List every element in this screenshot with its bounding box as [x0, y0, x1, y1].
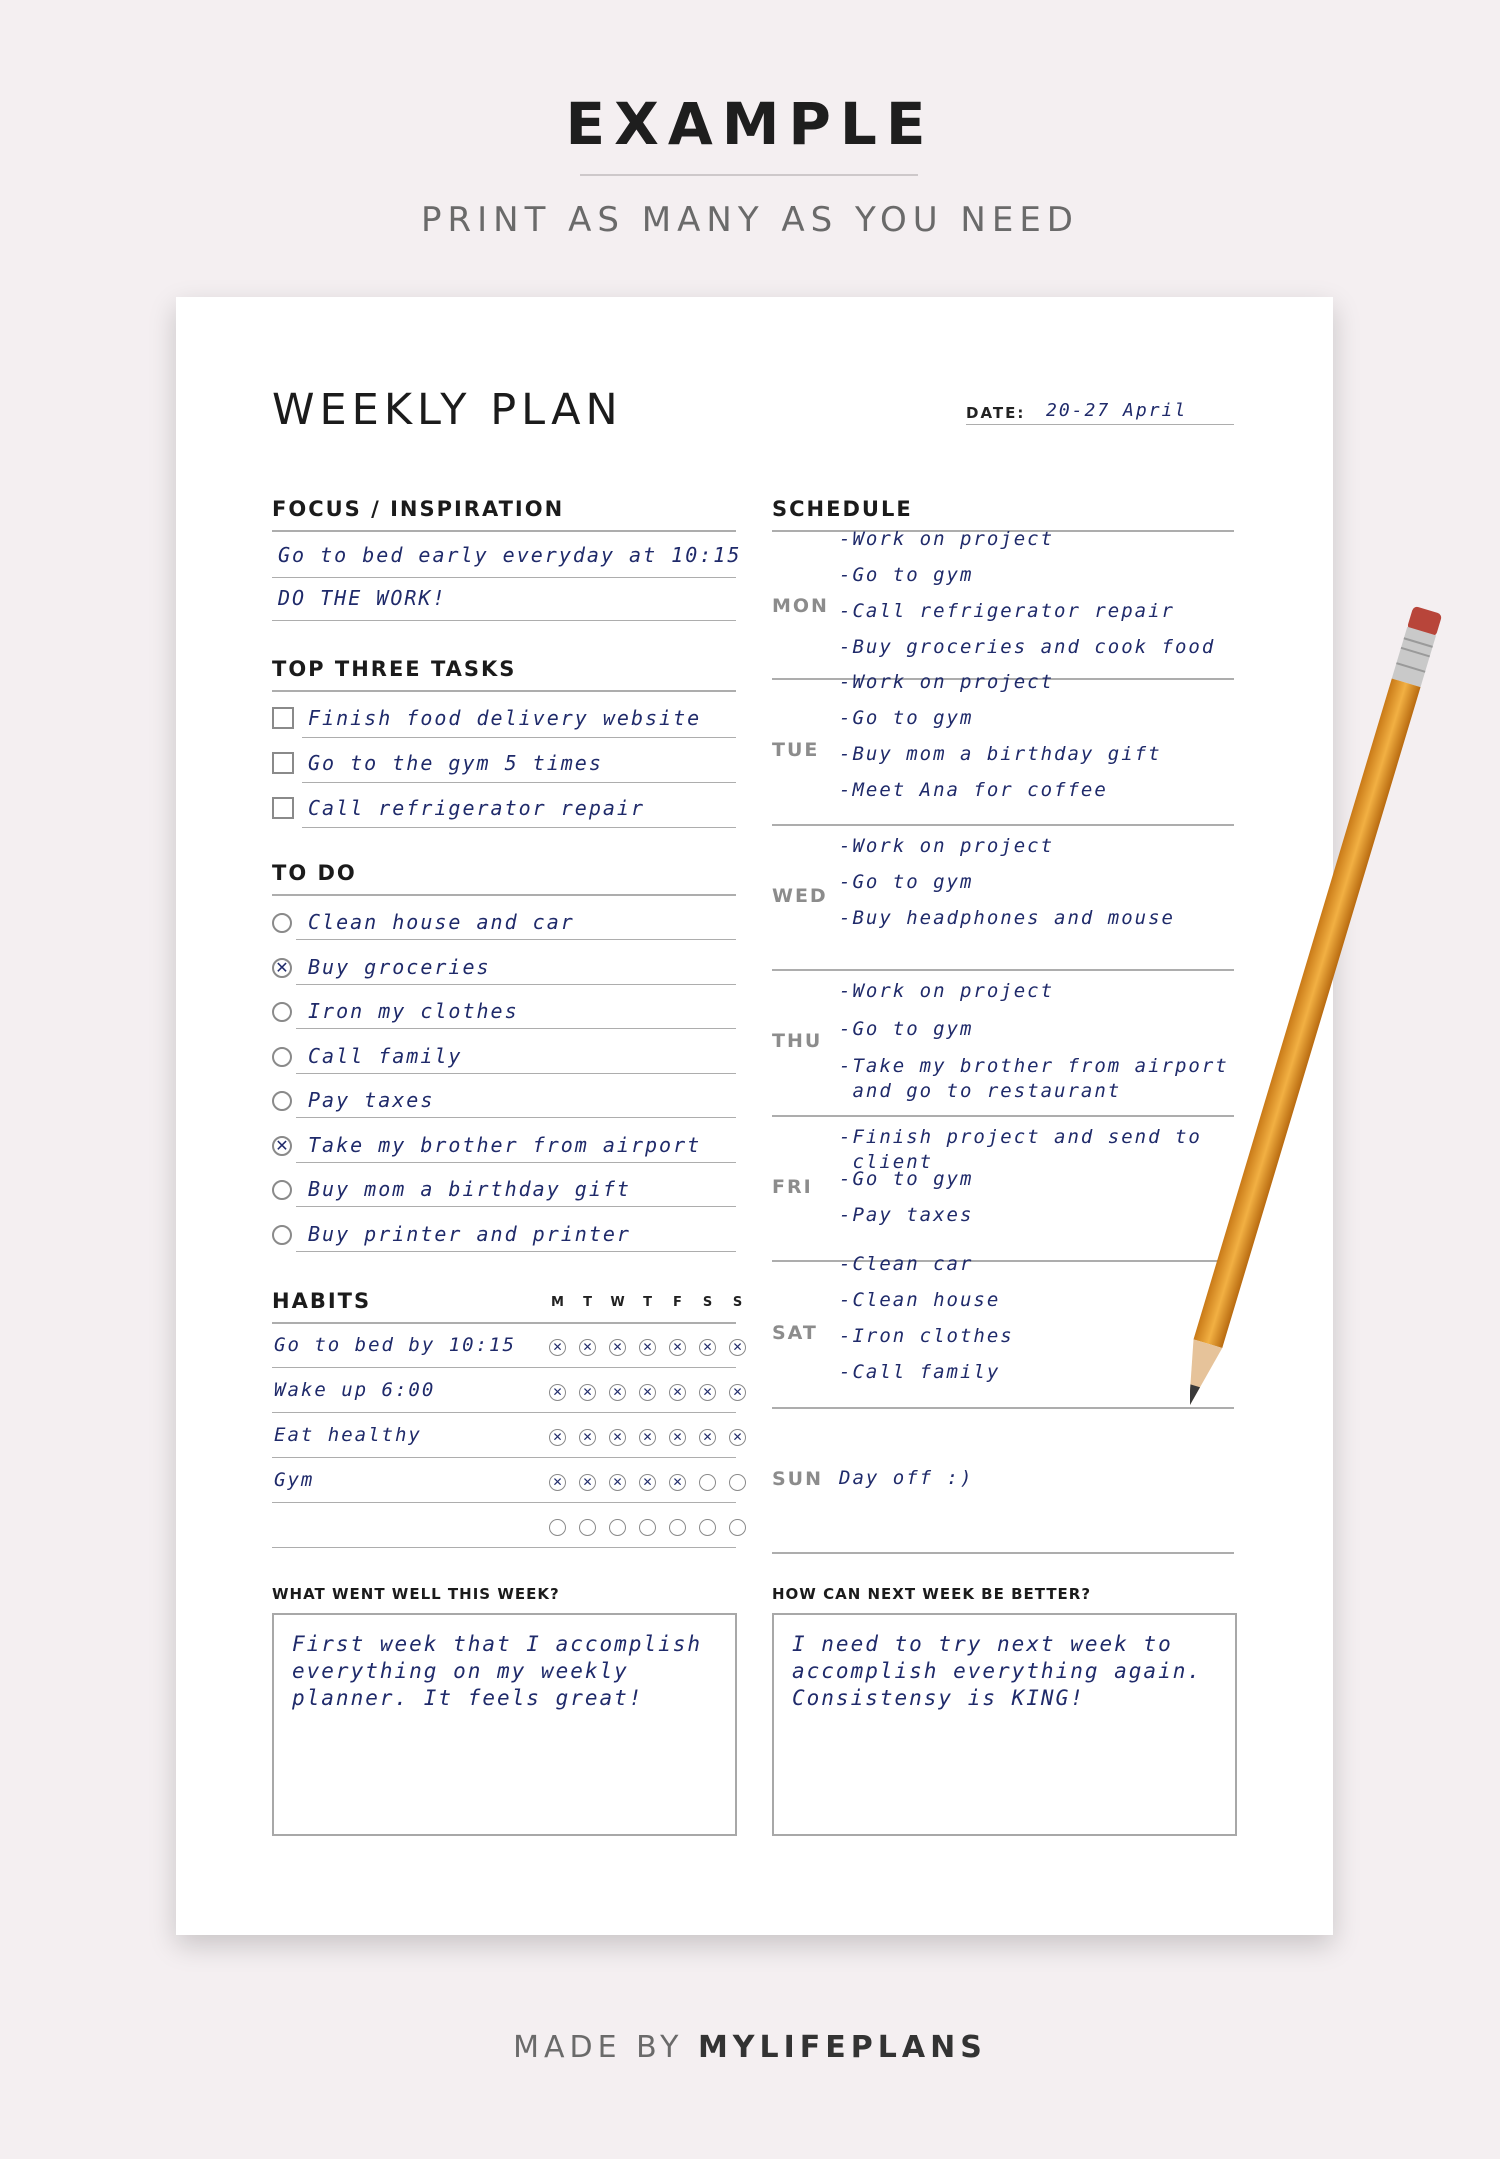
todo-text: Take my brother from airport: [308, 1132, 702, 1157]
habit-rule: [272, 1412, 736, 1413]
next-week-box[interactable]: [772, 1613, 1237, 1836]
schedule-item: -Clean house: [839, 1289, 1001, 1311]
pencil-tip: [1190, 1339, 1222, 1411]
schedule-day-rule: [772, 969, 1234, 971]
habit-rule: [272, 1367, 736, 1368]
schedule-day-rule: [772, 1552, 1234, 1554]
went-well-text: First week that I accomplish everything on my weekly planner. It feels great!: [292, 1632, 703, 1710]
todo-checkbox[interactable]: [272, 1180, 292, 1200]
schedule-day-label: TUE: [772, 739, 820, 761]
todo-rule: [296, 1162, 736, 1163]
habit-rule: [272, 1502, 736, 1503]
schedule-day-rule: [772, 824, 1234, 826]
habit-check-done[interactable]: ✕: [639, 1474, 656, 1491]
schedule-item: -Work on project: [839, 528, 1055, 550]
habit-check-done[interactable]: ✕: [549, 1339, 566, 1356]
habit-day-label: M: [551, 1295, 564, 1310]
habit-check-done[interactable]: ✕: [669, 1474, 686, 1491]
habit-name: Go to bed by 10:15: [274, 1334, 516, 1356]
todo-checkbox[interactable]: [272, 913, 292, 933]
habit-check-done[interactable]: ✕: [579, 1339, 596, 1356]
focus-line-1: Go to bed early everyday at 10:15: [278, 543, 742, 567]
schedule-day-label: SUN: [772, 1467, 824, 1490]
footer-brand: MYLIFEPLANS: [697, 2030, 987, 2065]
habits-rule: [272, 1322, 736, 1324]
task-checkbox[interactable]: [272, 707, 294, 729]
habit-check-done[interactable]: ✕: [729, 1384, 746, 1401]
habit-check-empty[interactable]: [729, 1519, 746, 1536]
habit-check-done[interactable]: ✕: [609, 1429, 626, 1446]
habit-name: Eat healthy: [274, 1424, 422, 1446]
schedule-item: -Meet Ana for coffee: [839, 779, 1108, 801]
todo-checkbox[interactable]: [272, 1225, 292, 1245]
task-rule: [302, 827, 736, 828]
habit-check-done[interactable]: ✕: [669, 1384, 686, 1401]
habit-check-done[interactable]: ✕: [729, 1429, 746, 1446]
footer-credit: [0, 2030, 1500, 2065]
habit-check-empty[interactable]: [699, 1474, 716, 1491]
habit-check-empty[interactable]: [639, 1519, 656, 1536]
habit-check-done[interactable]: ✕: [579, 1384, 596, 1401]
date-underline: [966, 424, 1234, 425]
todo-rule: [296, 1117, 736, 1118]
focus-rule: [272, 577, 736, 578]
went-well-box[interactable]: [272, 1613, 737, 1836]
habit-check-done[interactable]: ✕: [639, 1384, 656, 1401]
task-text: Go to the gym 5 times: [308, 751, 603, 775]
todo-checkbox[interactable]: ✕: [272, 1136, 292, 1156]
habit-rule: [272, 1547, 736, 1548]
todo-checkbox[interactable]: ✕: [272, 958, 292, 978]
went-well-heading: WHAT WENT WELL THIS WEEK?: [272, 1585, 560, 1603]
schedule-item: -Work on project: [839, 835, 1055, 857]
task-rule: [302, 737, 736, 738]
todo-rule: [296, 1206, 736, 1207]
focus-line-2: DO THE WORK!: [278, 586, 447, 610]
next-week-text: I need to try next week to accomplish everything again. Consistensy is KING!: [792, 1632, 1203, 1710]
todo-rule: [296, 984, 736, 985]
habit-check-done[interactable]: ✕: [699, 1339, 716, 1356]
schedule-item: -Go to gym: [839, 1168, 974, 1190]
habit-check-empty[interactable]: [609, 1519, 626, 1536]
schedule-item: -Work on project: [839, 671, 1055, 693]
todo-checkbox[interactable]: [272, 1091, 292, 1111]
schedule-day-label: FRI: [772, 1175, 813, 1198]
next-week-heading: HOW CAN NEXT WEEK BE BETTER?: [772, 1585, 1092, 1603]
habits-heading: HABITS: [272, 1289, 372, 1313]
habit-check-empty[interactable]: [549, 1519, 566, 1536]
focus-rule-top: [272, 530, 736, 532]
habit-check-empty[interactable]: [699, 1519, 716, 1536]
todo-rule: [296, 939, 736, 940]
schedule-item: -Buy groceries and cook food: [839, 636, 1216, 658]
schedule-day-rule: [772, 1115, 1234, 1117]
schedule-item: -Take my brother from airport and go to restaurant: [839, 1055, 1229, 1102]
schedule-heading: SCHEDULE: [772, 497, 913, 521]
date-label: DATE:: [966, 404, 1026, 422]
schedule-day-label: THU: [772, 1030, 823, 1052]
todo-text: Iron my clothes: [308, 999, 519, 1023]
top-tasks-rule: [272, 690, 736, 692]
todo-rule: [296, 1073, 736, 1074]
habit-day-label: S: [732, 1295, 743, 1310]
habit-check-done[interactable]: ✕: [699, 1429, 716, 1446]
focus-rule: [272, 620, 736, 621]
todo-text: Clean house and car: [308, 910, 575, 934]
schedule-item: -Call family: [839, 1361, 1001, 1383]
schedule-day-label: MON: [772, 594, 829, 617]
habit-check-done[interactable]: ✕: [579, 1474, 596, 1491]
page-heading: EXAMPLE: [565, 90, 935, 158]
todo-checkbox[interactable]: [272, 1002, 292, 1022]
top-tasks-heading: TOP THREE TASKS: [272, 657, 517, 681]
todo-heading: TO DO: [272, 861, 357, 885]
task-text: Call refrigerator repair: [308, 796, 645, 820]
schedule-item: -Call refrigerator repair: [839, 600, 1175, 622]
habit-check-done[interactable]: ✕: [609, 1474, 626, 1491]
schedule-item: -Finish project and send to client: [839, 1126, 1202, 1173]
habit-check-done[interactable]: ✕: [729, 1339, 746, 1356]
habit-check-done[interactable]: ✕: [609, 1339, 626, 1356]
habit-day-label: S: [702, 1295, 713, 1310]
todo-rule: [296, 1028, 736, 1029]
todo-text: Call family: [308, 1043, 463, 1068]
date-value: 20-27 April: [1046, 400, 1188, 421]
habit-name: Gym: [274, 1469, 315, 1491]
schedule-item: -Buy headphones and mouse: [839, 907, 1175, 929]
schedule-day-label: WED: [772, 884, 828, 907]
schedule-item: -Work on project: [839, 980, 1055, 1002]
todo-text: Buy printer and printer: [308, 1221, 631, 1246]
habit-name: Wake up 6:00: [274, 1379, 436, 1401]
habit-check-done[interactable]: ✕: [639, 1429, 656, 1446]
pencil-illustration: [1190, 580, 1490, 1440]
habit-check-done[interactable]: ✕: [669, 1429, 686, 1446]
schedule-item: -Go to gym: [839, 707, 974, 729]
habit-check-done[interactable]: ✕: [549, 1384, 566, 1401]
pencil-lead: [1190, 1384, 1200, 1408]
todo-text: Buy groceries: [308, 954, 491, 979]
task-checkbox[interactable]: [272, 752, 294, 774]
schedule-item: -Go to gym: [839, 564, 974, 586]
task-rule: [302, 782, 736, 783]
habit-check-done[interactable]: ✕: [549, 1429, 566, 1446]
habit-check-done[interactable]: ✕: [669, 1339, 686, 1356]
task-text: Finish food delivery website: [308, 706, 702, 730]
task-checkbox[interactable]: [272, 797, 294, 819]
habit-day-label: T: [583, 1295, 592, 1310]
weekly-plan-sheet: [176, 297, 1333, 1935]
heading-divider: [580, 174, 918, 176]
schedule-item: Day off :): [839, 1466, 974, 1489]
schedule-item: -Go to gym: [839, 871, 974, 893]
habit-day-label: T: [643, 1295, 652, 1310]
schedule-item: -Buy mom a birthday gift: [839, 743, 1162, 765]
habit-rule: [272, 1457, 736, 1458]
habit-check-empty[interactable]: [669, 1519, 686, 1536]
footer-prefix: MADE BY: [513, 2030, 684, 2065]
todo-rule: [272, 894, 736, 896]
todo-text: Pay taxes: [308, 1088, 435, 1112]
schedule-item: -Clean car: [839, 1253, 974, 1275]
schedule-item: -Iron clothes: [839, 1325, 1014, 1347]
habit-check-done[interactable]: ✕: [579, 1429, 596, 1446]
todo-rule: [296, 1251, 736, 1252]
habit-check-done[interactable]: ✕: [699, 1384, 716, 1401]
planner-title: WEEKLY PLAN: [272, 385, 623, 435]
schedule-item: -Go to gym: [839, 1018, 974, 1040]
habit-check-empty[interactable]: [729, 1474, 746, 1491]
habit-day-label: W: [610, 1295, 625, 1310]
habit-check-done[interactable]: ✕: [549, 1474, 566, 1491]
schedule-item: -Pay taxes: [839, 1204, 974, 1226]
pencil-body: [1194, 678, 1421, 1348]
habit-check-done[interactable]: ✕: [639, 1339, 656, 1356]
habit-check-done[interactable]: ✕: [609, 1384, 626, 1401]
todo-checkbox[interactable]: [272, 1047, 292, 1067]
todo-text: Buy mom a birthday gift: [308, 1177, 631, 1201]
page-subheading: PRINT AS MANY AS YOU NEED: [420, 200, 1079, 240]
schedule-day-label: SAT: [772, 1321, 818, 1344]
focus-heading: FOCUS / INSPIRATION: [272, 497, 565, 521]
schedule-day-rule: [772, 1407, 1234, 1409]
habit-day-label: F: [673, 1295, 682, 1310]
habit-check-empty[interactable]: [579, 1519, 596, 1536]
